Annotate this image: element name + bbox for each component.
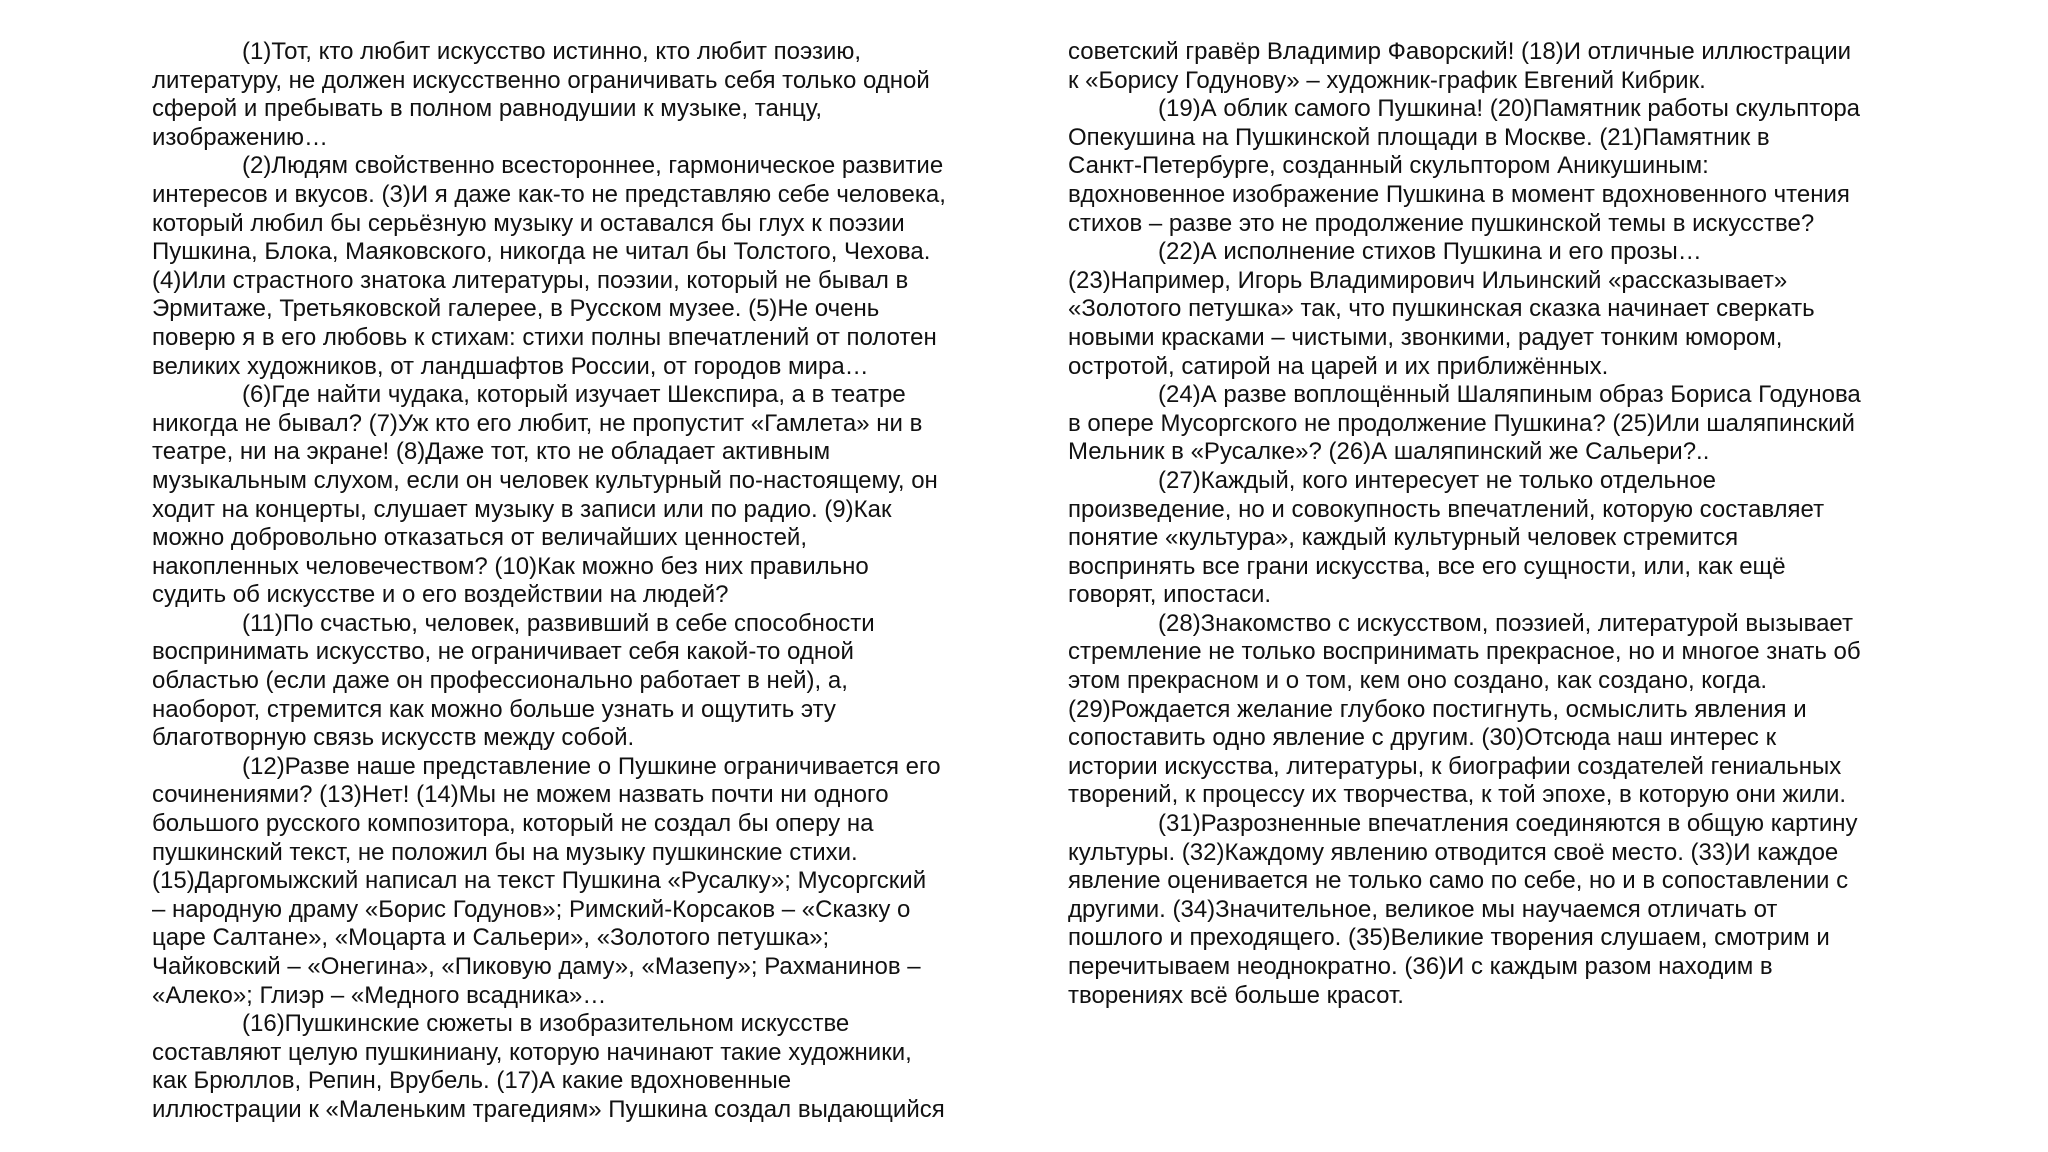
text-line: творениях всё больше красот. [1068,981,1404,1009]
text-line: «Алеко»; Глиэр – «Медного всадника»… [152,981,607,1009]
text-line: (15)Даргомыжский написал на текст Пушкина «Русалку»; Мусоргский [152,867,927,895]
text-line: (4)Или страстного знатока литературы, поэзии, который не бывал в [152,266,909,294]
text-line: ходит на концерты, слушает музыку в записи или по радио. (9)Как [152,495,892,523]
text-line: можно добровольно отказаться от величайших ценностей, [152,524,808,552]
text-line: сочинениями? (13)Нет! (14)Мы не можем назвать почти ни одного [152,781,889,809]
text-line: Эрмитаже, Третьяковской галерее, в Русском музее. (5)Не очень [152,295,880,323]
text-line: культуры. (32)Каждому явлению отводится своё место. (33)И каждое [1068,838,1839,866]
text-line: (28)Знакомство с искусством, поэзией, литературой вызывает [1158,609,1853,637]
text-line: творений, к процессу их творчества, к той эпохе, в которую они жили. [1068,781,1847,809]
text-line: явление оценивается не только само по себе, но и в сопоставлении с [1068,867,1849,895]
text-line: перечитываем неоднократно. (36)И с каждым разом находим в [1068,953,1773,980]
text-line: (29)Рождается желание глубоко постигнуть, осмыслить явления и [1068,695,1807,723]
text-line: благотворную связь искусств между собой. [152,724,635,752]
right-text-column [1068,38,1908,1010]
text-line: как Брюллов, Репин, Врубель. (17)А какие вдохновенные [152,1067,792,1095]
text-line: поверю я в его любовь к стихам: стихи полны впечатлений от полотен [152,323,937,351]
text-line: наоборот, стремится как можно больше узнать и ощутить эту [152,695,836,723]
text-line: областью (если даже он профессионально работает в ней), а, [152,667,848,695]
text-line: судить об искусстве и о его воздействии на людей? [152,581,729,609]
text-line: Опекушина на Пушкинской площади в Москве. (21)Памятник в [1068,123,1770,151]
text-line: стремление не только воспринимать прекрасное, но и многое знать об [1068,638,1861,666]
text-line: литературу, не должен искусственно ограничивать себя только одной [152,66,930,94]
text-line: сферой и пребывать в полном равнодушии к музыке, танцу, [152,95,823,123]
text-line: (23)Например, Игорь Владимирович Ильинский «рассказывает» [1068,266,1788,294]
text-line: понятие «культура», каждый культурный человек стремится [1068,524,1739,552]
text-line: сопоставить одно явление с другим. (30)Отсюда наш интерес к [1068,724,1777,752]
text-line: воспринимать искусство, не ограничивает себя какой-то одной [152,638,854,666]
text-line: к «Борису Годунову» – художник-график Евгений Кибрик. [1068,66,1706,94]
text-line: говорят, ипостаси. [1068,581,1272,609]
text-line: (6)Где найти чудака, который изучает Шекспира, а в театре [242,381,906,409]
text-line: составляют целую пушкиниану, которую начинают такие художники, [152,1038,912,1066]
text-line: иллюстрации к «Маленьким трагедиям» Пушкина создал выдающийся [152,1095,945,1123]
text-line: этом прекрасном и о том, кем оно создано, как создано, когда. [1068,667,1768,695]
text-line: большого русского композитора, который не создал бы оперу на [152,810,874,838]
text-line: (2)Людям свойственно всестороннее, гармоническое развитие [242,152,944,180]
text-line: (11)По счастью, человек, развивший в себе способности [242,609,875,637]
text-line: театре, ни на экране! (8)Даже тот, кто не обладает активным [152,438,831,466]
text-line: который любил бы серьёзную музыку и оставался бы глух к поэзии [152,209,905,237]
text-line: новыми красками – чистыми, звонкими, радует тонким юмором, [1068,323,1783,351]
text-line: (12)Разве наше представление о Пушкине ограничивается его [242,752,941,780]
text-line: пошлого и преходящего. (35)Великие творения слушаем, смотрим и [1068,924,1830,952]
text-line: (19)А облик самого Пушкина! (20)Памятник работы скульптора [1158,95,1861,123]
text-line: произведение, но и совокупность впечатлений, которую составляет [1068,495,1825,523]
text-line: изображению… [152,123,328,151]
text-line: стихов – разве это не продолжение пушкинской темы в искусстве? [1068,209,1815,237]
text-line: накопленных человечеством? (10)Как можно без них правильно [152,552,869,580]
text-line: другими. (34)Значительное, великое мы научаемся отличать от [1068,895,1778,923]
left-text-column [152,38,992,1125]
text-line: Мельник в «Русалке»? (26)А шаляпинский же Сальери?.. [1068,438,1710,466]
text-line: воспринять все грани искусства, все его сущности, или, как ещё [1068,552,1786,580]
text-line: в опере Мусоргского не продолжение Пушкина? (25)Или шаляпинский [1068,409,1855,437]
text-line: Чайковский – «Онегина», «Пиковую даму», «Мазепу»; Рахманинов – [152,953,921,980]
text-line: никогда не бывал? (7)Уж кто его любит, не пропустит «Гамлета» ни в [152,409,923,437]
text-line: интересов и вкусов. (3)И я даже как-то не представляю себе человека, [152,180,946,208]
text-line: (22)А исполнение стихов Пушкина и его прозы… [1158,238,1702,266]
text-line: (16)Пушкинские сюжеты в изобразительном искусстве [242,1010,850,1038]
text-line: (31)Разрозненные впечатления соединяются в общую картину [1158,810,1858,838]
text-line: пушкинский текст, не положил бы на музыку пушкинские стихи. [152,838,858,866]
text-line: Санкт-Петербурге, созданный скульптором Аникушиным: [1068,152,1709,180]
text-line: музыкальным слухом, если он человек культурный по-настоящему, он [152,466,938,494]
text-line: советский гравёр Владимир Фаворский! (18)И отличные иллюстрации [1068,38,1851,65]
text-line: – народную драму «Борис Годунов»; Римский-Корсаков – «Сказку о [152,895,911,923]
text-line: (24)А разве воплощённый Шаляпиным образ Бориса Годунова [1158,381,1861,409]
text-line: истории искусства, литературы, к биографии создателей гениальных [1068,752,1842,780]
text-line: (1)Тот, кто любит искусство истинно, кто любит поэзию, [242,38,862,65]
text-line: Пушкина, Блока, Маяковского, никогда не читал бы Толстого, Чехова. [152,238,931,266]
text-line: (27)Каждый, кого интересует не только отдельное [1158,466,1716,494]
text-line: вдохновенное изображение Пушкина в момент вдохновенного чтения [1068,180,1850,208]
text-line: «Золотого петушка» так, что пушкинская сказка начинает сверкать [1068,295,1815,323]
text-line: царе Салтане», «Моцарта и Сальери», «Золотого петушка»; [152,924,830,952]
text-line: великих художников, от ландшафтов России, от городов мира… [152,352,869,380]
text-line: остротой, сатирой на царей и их приближённых. [1068,352,1609,380]
